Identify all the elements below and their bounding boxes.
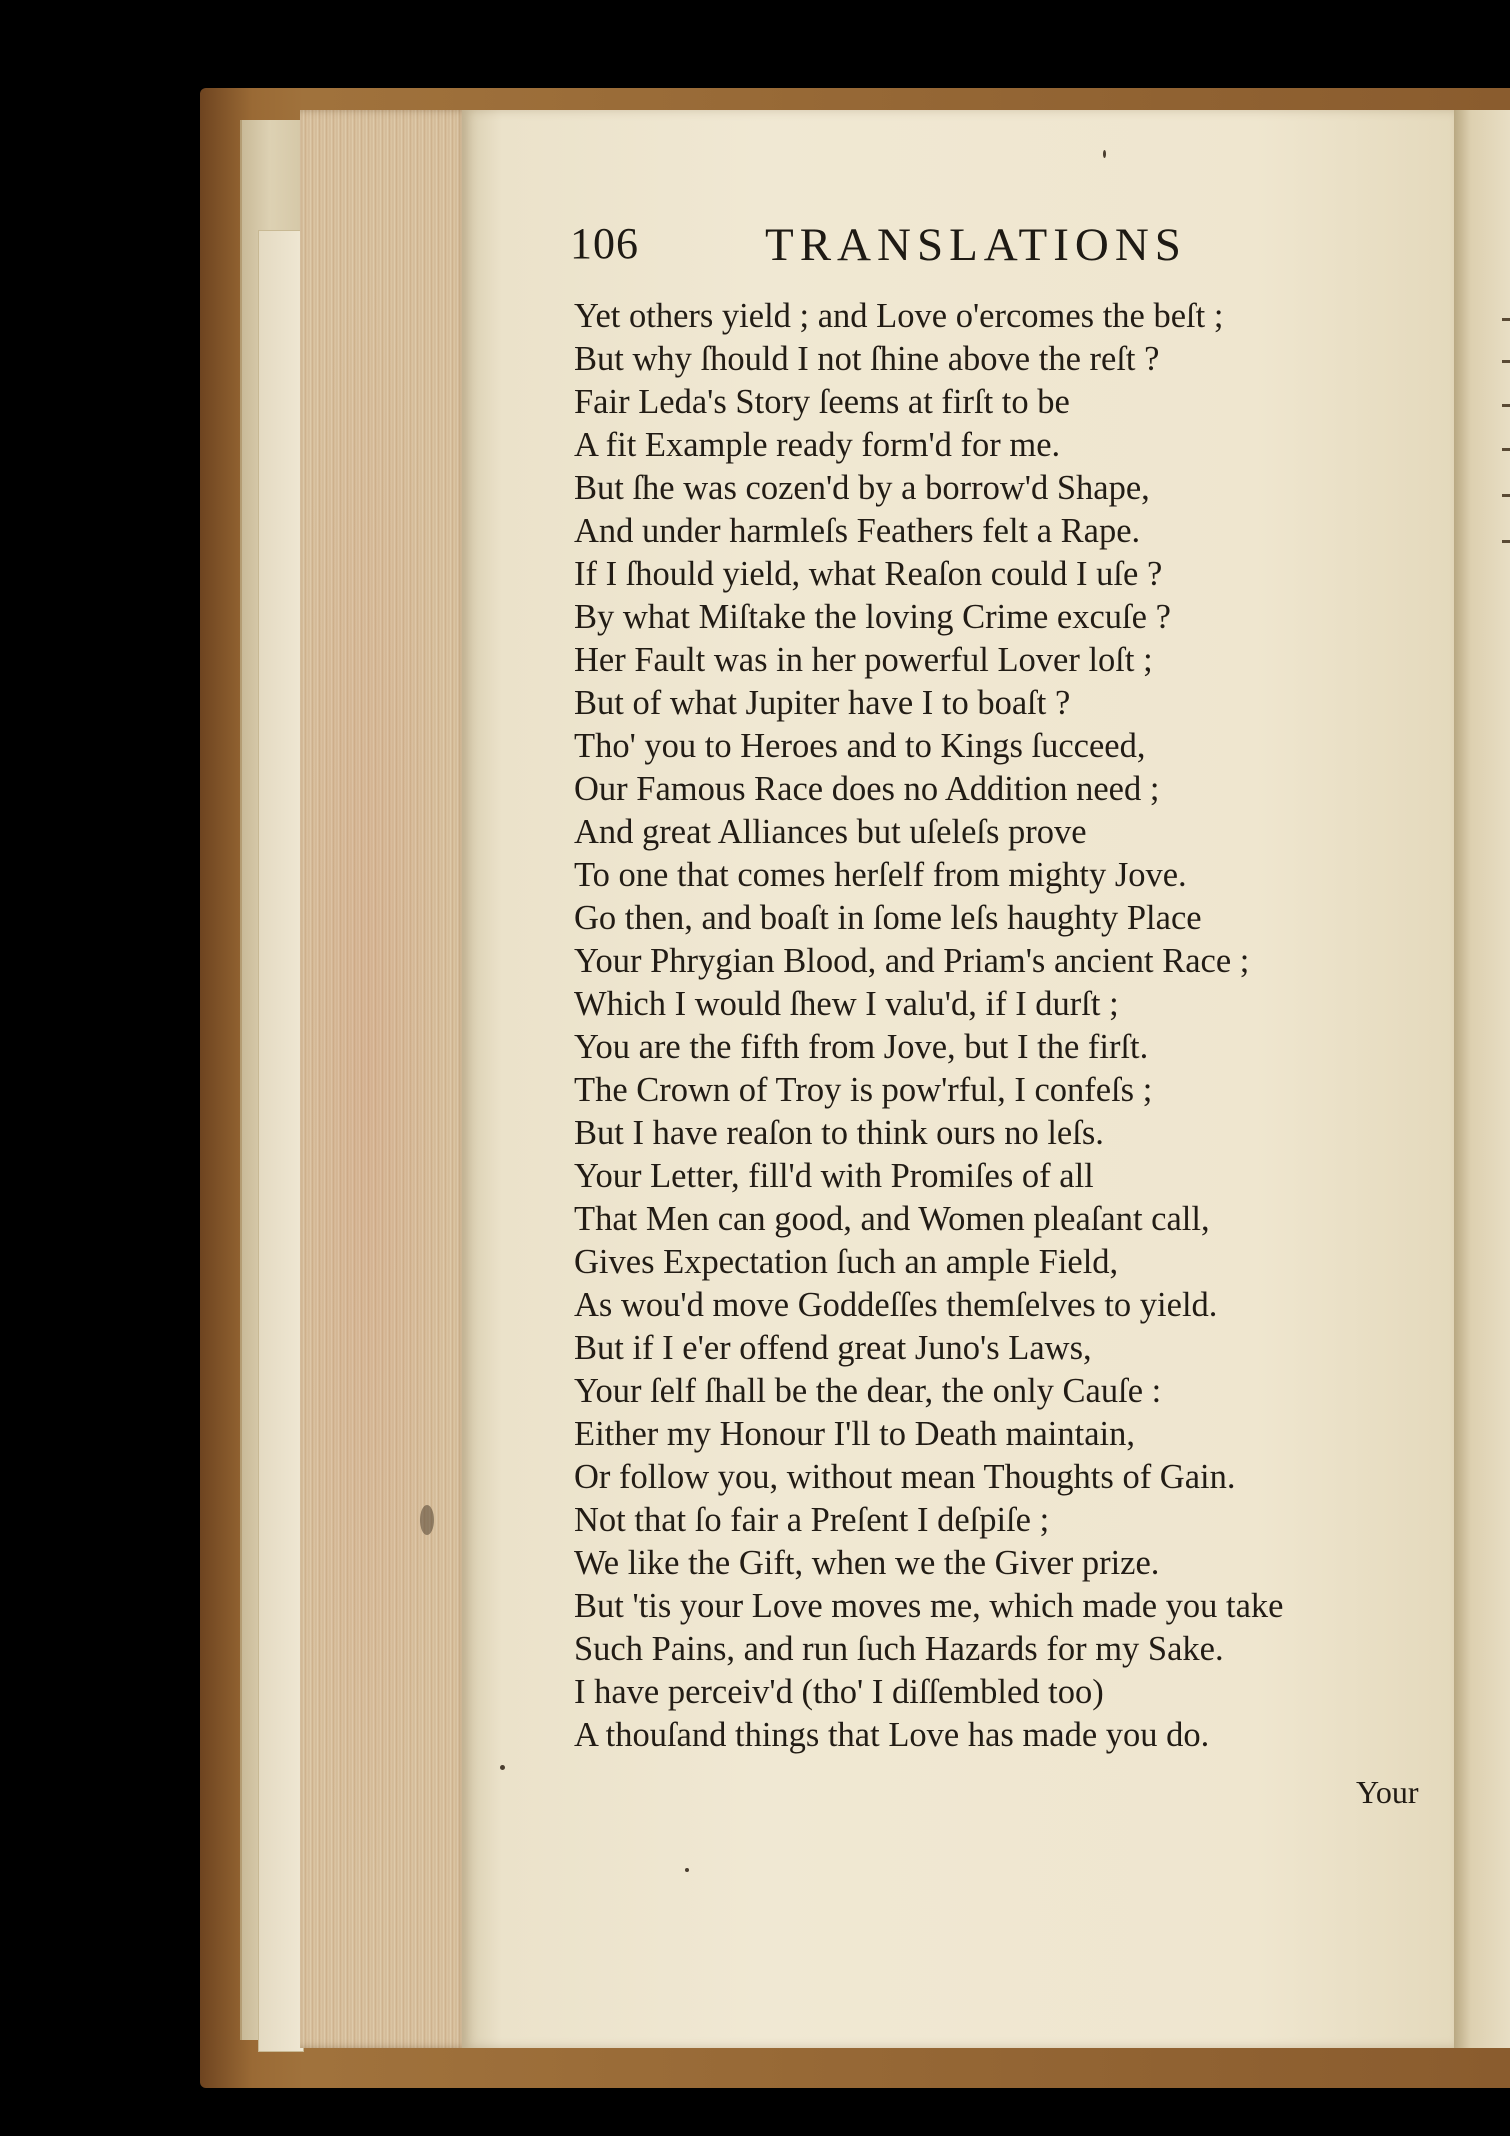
facing-page-text-fragment <box>1502 494 1510 497</box>
verse-line: Your ſelf ſhall be the dear, the only Cauſe : <box>574 1372 1162 1410</box>
verse-line: I have perceiv'd (tho' I diſſembled too) <box>574 1673 1104 1711</box>
verse-line: That Men can good, and Women pleaſant call, <box>574 1200 1210 1238</box>
stacked-page-edges <box>300 110 468 2048</box>
verse-line: Her Fault was in her powerful Lover loſt ; <box>574 641 1153 679</box>
verse-line: A fit Example ready form'd for me. <box>574 426 1061 464</box>
verse-line: Tho' you to Heroes and to Kings ſucceed, <box>574 727 1146 765</box>
facing-page-text-fragment <box>1502 404 1510 407</box>
verse-line: But I have reaſon to think ours no leſs. <box>574 1114 1104 1152</box>
verse-line: Or follow you, without mean Thoughts of Gain. <box>574 1458 1236 1496</box>
page-header <box>570 218 1290 278</box>
paper-fleck <box>685 1868 689 1872</box>
facing-page-text-fragment <box>1502 448 1510 451</box>
verse-line: By what Miſtake the loving Crime excuſe ? <box>574 598 1171 636</box>
verse-line: We like the Gift, when we the Giver prize. <box>574 1544 1160 1582</box>
verse-line: Which I would ſhew I valu'd, if I durſt ; <box>574 985 1119 1023</box>
verse-line: Such Pains, and run ſuch Hazards for my Sake. <box>574 1630 1224 1668</box>
verse-line: But 'tis your Love moves me, which made you take <box>574 1587 1284 1625</box>
paper-fleck <box>1103 150 1106 158</box>
verse-line: But why ſhould I not ſhine above the reſt ? <box>574 340 1160 378</box>
verse-line: And under harmleſs Feathers felt a Rape. <box>574 512 1141 550</box>
verse-line: Your Letter, fill'd with Promiſes of all <box>574 1157 1094 1195</box>
verse-line: As wou'd move Goddeſſes themſelves to yield. <box>574 1286 1218 1324</box>
verse-line: To one that comes herſelf from mighty Jove. <box>574 856 1187 894</box>
facing-page-text-fragment <box>1502 318 1510 321</box>
facing-page-text-fragment <box>1502 540 1510 543</box>
verse-line: Go then, and boaſt in ſome leſs haughty Place <box>574 899 1202 937</box>
verse-line: Gives Expectation ſuch an ample Field, <box>574 1243 1119 1281</box>
verse-line: If I ſhould yield, what Reaſon could I uſe ? <box>574 555 1163 593</box>
verse-line: Your Phrygian Blood, and Priam's ancient Race ; <box>574 942 1250 980</box>
verse-line: Either my Honour I'll to Death maintain, <box>574 1415 1135 1453</box>
verse-line: But of what Jupiter have I to boaſt ? <box>574 684 1071 722</box>
verse-line: The Crown of Troy is pow'rful, I confeſs ; <box>574 1071 1153 1109</box>
running-title: TRANSLATIONS <box>765 219 1187 271</box>
verse-line: Not that ſo fair a Preſent I deſpiſe ; <box>574 1501 1050 1539</box>
verse-line: But ſhe was cozen'd by a borrow'd Shape, <box>574 469 1150 507</box>
catchword: Your <box>1356 1774 1419 1810</box>
verse-line: You are the fifth from Jove, but I the firſt. <box>574 1028 1149 1066</box>
verse-line: A thouſand things that Love has made you do. <box>574 1716 1210 1754</box>
paper-fleck <box>500 1765 505 1770</box>
verse-line: And great Alliances but uſeleſs prove <box>574 813 1087 851</box>
verse-line: Our Famous Race does no Addition need ; <box>574 770 1160 808</box>
page-edge-stain <box>420 1505 434 1535</box>
verse-line: Fair Leda's Story ſeems at firſt to be <box>574 383 1070 421</box>
endpaper-leaf <box>258 230 304 2052</box>
page-number: 106 <box>570 219 639 268</box>
facing-page-text-fragment <box>1502 360 1510 363</box>
facing-page-edge <box>1454 110 1510 2048</box>
verse-line: Yet others yield ; and Love o'ercomes the beſt ; <box>574 297 1224 335</box>
verse-line: But if I e'er offend great Juno's Laws, <box>574 1329 1092 1367</box>
